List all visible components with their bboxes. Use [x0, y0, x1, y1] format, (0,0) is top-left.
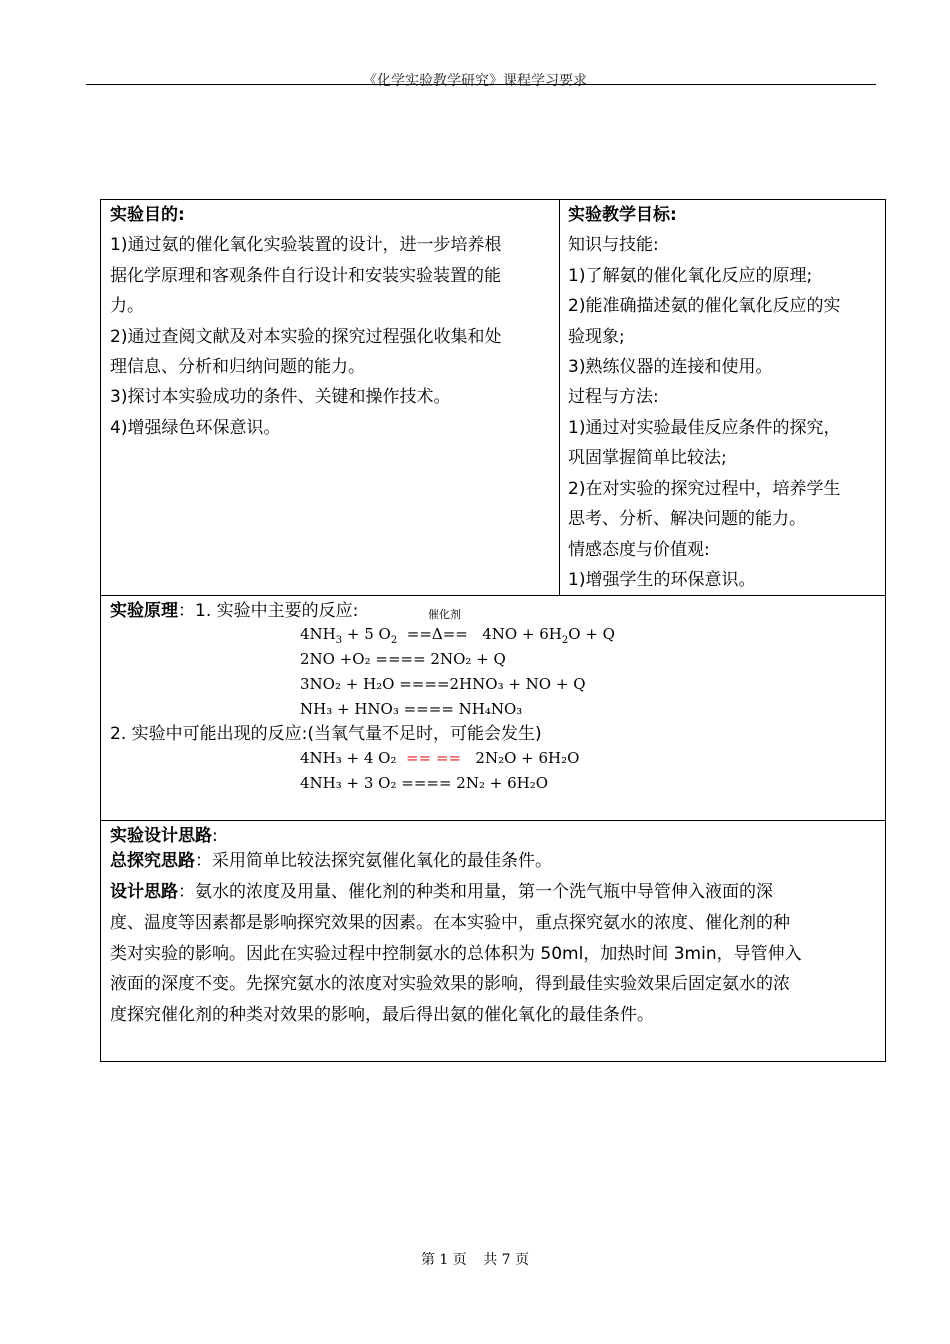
teaching-goal-line: 1)增强学生的环保意识。 — [568, 570, 756, 590]
design-text-line: 液面的深度不变。先探究氨水的浓度对实验效果的影响，得到最佳实验效果后固定氨水的浓 — [110, 974, 790, 994]
purpose-line: 3)探讨本实验成功的条件、关键和操作技术。 — [110, 387, 451, 407]
equation-5-left: 4NH₃ + 4 O₂ — [300, 749, 397, 767]
teaching-goal-line: 验现象; — [568, 327, 625, 347]
design-text-line: 度、温度等因素都是影响探究效果的因素。在本实验中，重点探究氨水的浓度、催化剂的种 — [110, 913, 790, 933]
equation-5-arrow: == == — [406, 749, 462, 767]
document-header-title: 《化学实验教学研究》课程学习要求 — [363, 73, 587, 89]
header-rule — [86, 84, 876, 85]
teaching-goal-line: 2)能准确描述氨的催化氧化反应的实 — [568, 296, 841, 316]
equation-4: NH₃ + HNO₃ ==== NH₄NO₃ — [300, 700, 523, 718]
teaching-goal-line: 情感态度与价值观: — [568, 540, 710, 560]
teaching-goal-line: 1)通过对实验最佳反应条件的探究， — [568, 418, 841, 438]
teaching-goal-line: 2)在对实验的探究过程中，培养学生 — [568, 479, 841, 499]
teaching-goal-line: 思考、分析、解决问题的能力。 — [568, 509, 806, 529]
purpose-line: 理信息、分析和归纳问题的能力。 — [110, 357, 365, 377]
purpose-line: 4)增强绿色环保意识。 — [110, 418, 281, 438]
equation-5 — [300, 746, 579, 771]
teaching-goals-heading: 实验教学目标: — [568, 205, 677, 225]
purpose-line: 据化学原理和客观条件自行设计和安装实验装置的能 — [110, 266, 501, 286]
page-number: 第 1 页 — [420, 1252, 467, 1268]
teaching-goal-line: 巩固掌握简单比较法; — [568, 448, 727, 468]
teaching-goal-line: 知识与技能: — [568, 235, 659, 255]
catalyst-label: 催化剂 — [428, 608, 461, 621]
teaching-goal-line: 过程与方法: — [568, 387, 659, 407]
design-heading: 实验设计思路 — [110, 826, 212, 846]
general-approach-line — [110, 846, 552, 876]
purpose-heading: 实验目的: — [110, 205, 185, 225]
principle-sub2: 2. 实验中可能出现的反应:(当氧气量不足时，可能会发生) — [110, 724, 542, 744]
general-approach-text: ：采用简单比较法探究氨催化氧化的最佳条件。 — [195, 851, 552, 871]
page-footer — [0, 1249, 950, 1269]
design-text-line: 设计思路：氨水的浓度及用量、催化剂的种类和用量，第一个洗气瓶中导管伸入液面的深 — [110, 882, 773, 902]
principle-heading: 实验原理 — [110, 601, 178, 621]
principle-sub1: ：1. 实验中主要的反应: — [178, 601, 359, 621]
equation-3: 3NO₂ + H₂O ====2HNO₃ + NO + Q — [300, 675, 586, 693]
equation-2: 2NO +O₂ ==== 2NO₂ + Q — [300, 650, 506, 668]
purpose-line: 力。 — [110, 296, 144, 316]
teaching-goal-line: 3)熟练仪器的连接和使用。 — [568, 357, 773, 377]
design-label: 设计思路 — [110, 882, 178, 902]
design-heading-line: 实验设计思路: — [110, 826, 218, 846]
equation-5-right: 2N₂O + 6H₂O — [475, 749, 580, 767]
purpose-line: 2)通过查阅文献及对本实验的探究过程强化收集和处 — [110, 327, 502, 347]
equation-1: $4NH_3 + 5$ $O_2 ==\Delta==$ $4NO + 6H_2O + Q$ — [300, 625, 615, 646]
equation-6: 4NH₃ + 3 O₂ ==== 2N₂ + 6H₂O — [300, 774, 549, 792]
page-total: 共 7 页 — [483, 1252, 530, 1268]
column-divider — [559, 199, 560, 596]
teaching-goal-line: 1)了解氨的催化氧化反应的原理; — [568, 266, 813, 286]
design-text-line: 度探究催化剂的种类对效果的影响，最后得出氨的催化氧化的最佳条件。 — [110, 1005, 654, 1025]
purpose-line: 1)通过氨的催化氧化实验装置的设计，进一步培养根 — [110, 235, 502, 255]
general-approach-label: 总探究思路 — [110, 851, 195, 871]
design-text-line: 类对实验的影响。因此在实验过程中控制氨水的总体积为 50ml，加热时间 3min，导管伸入 — [110, 944, 802, 964]
